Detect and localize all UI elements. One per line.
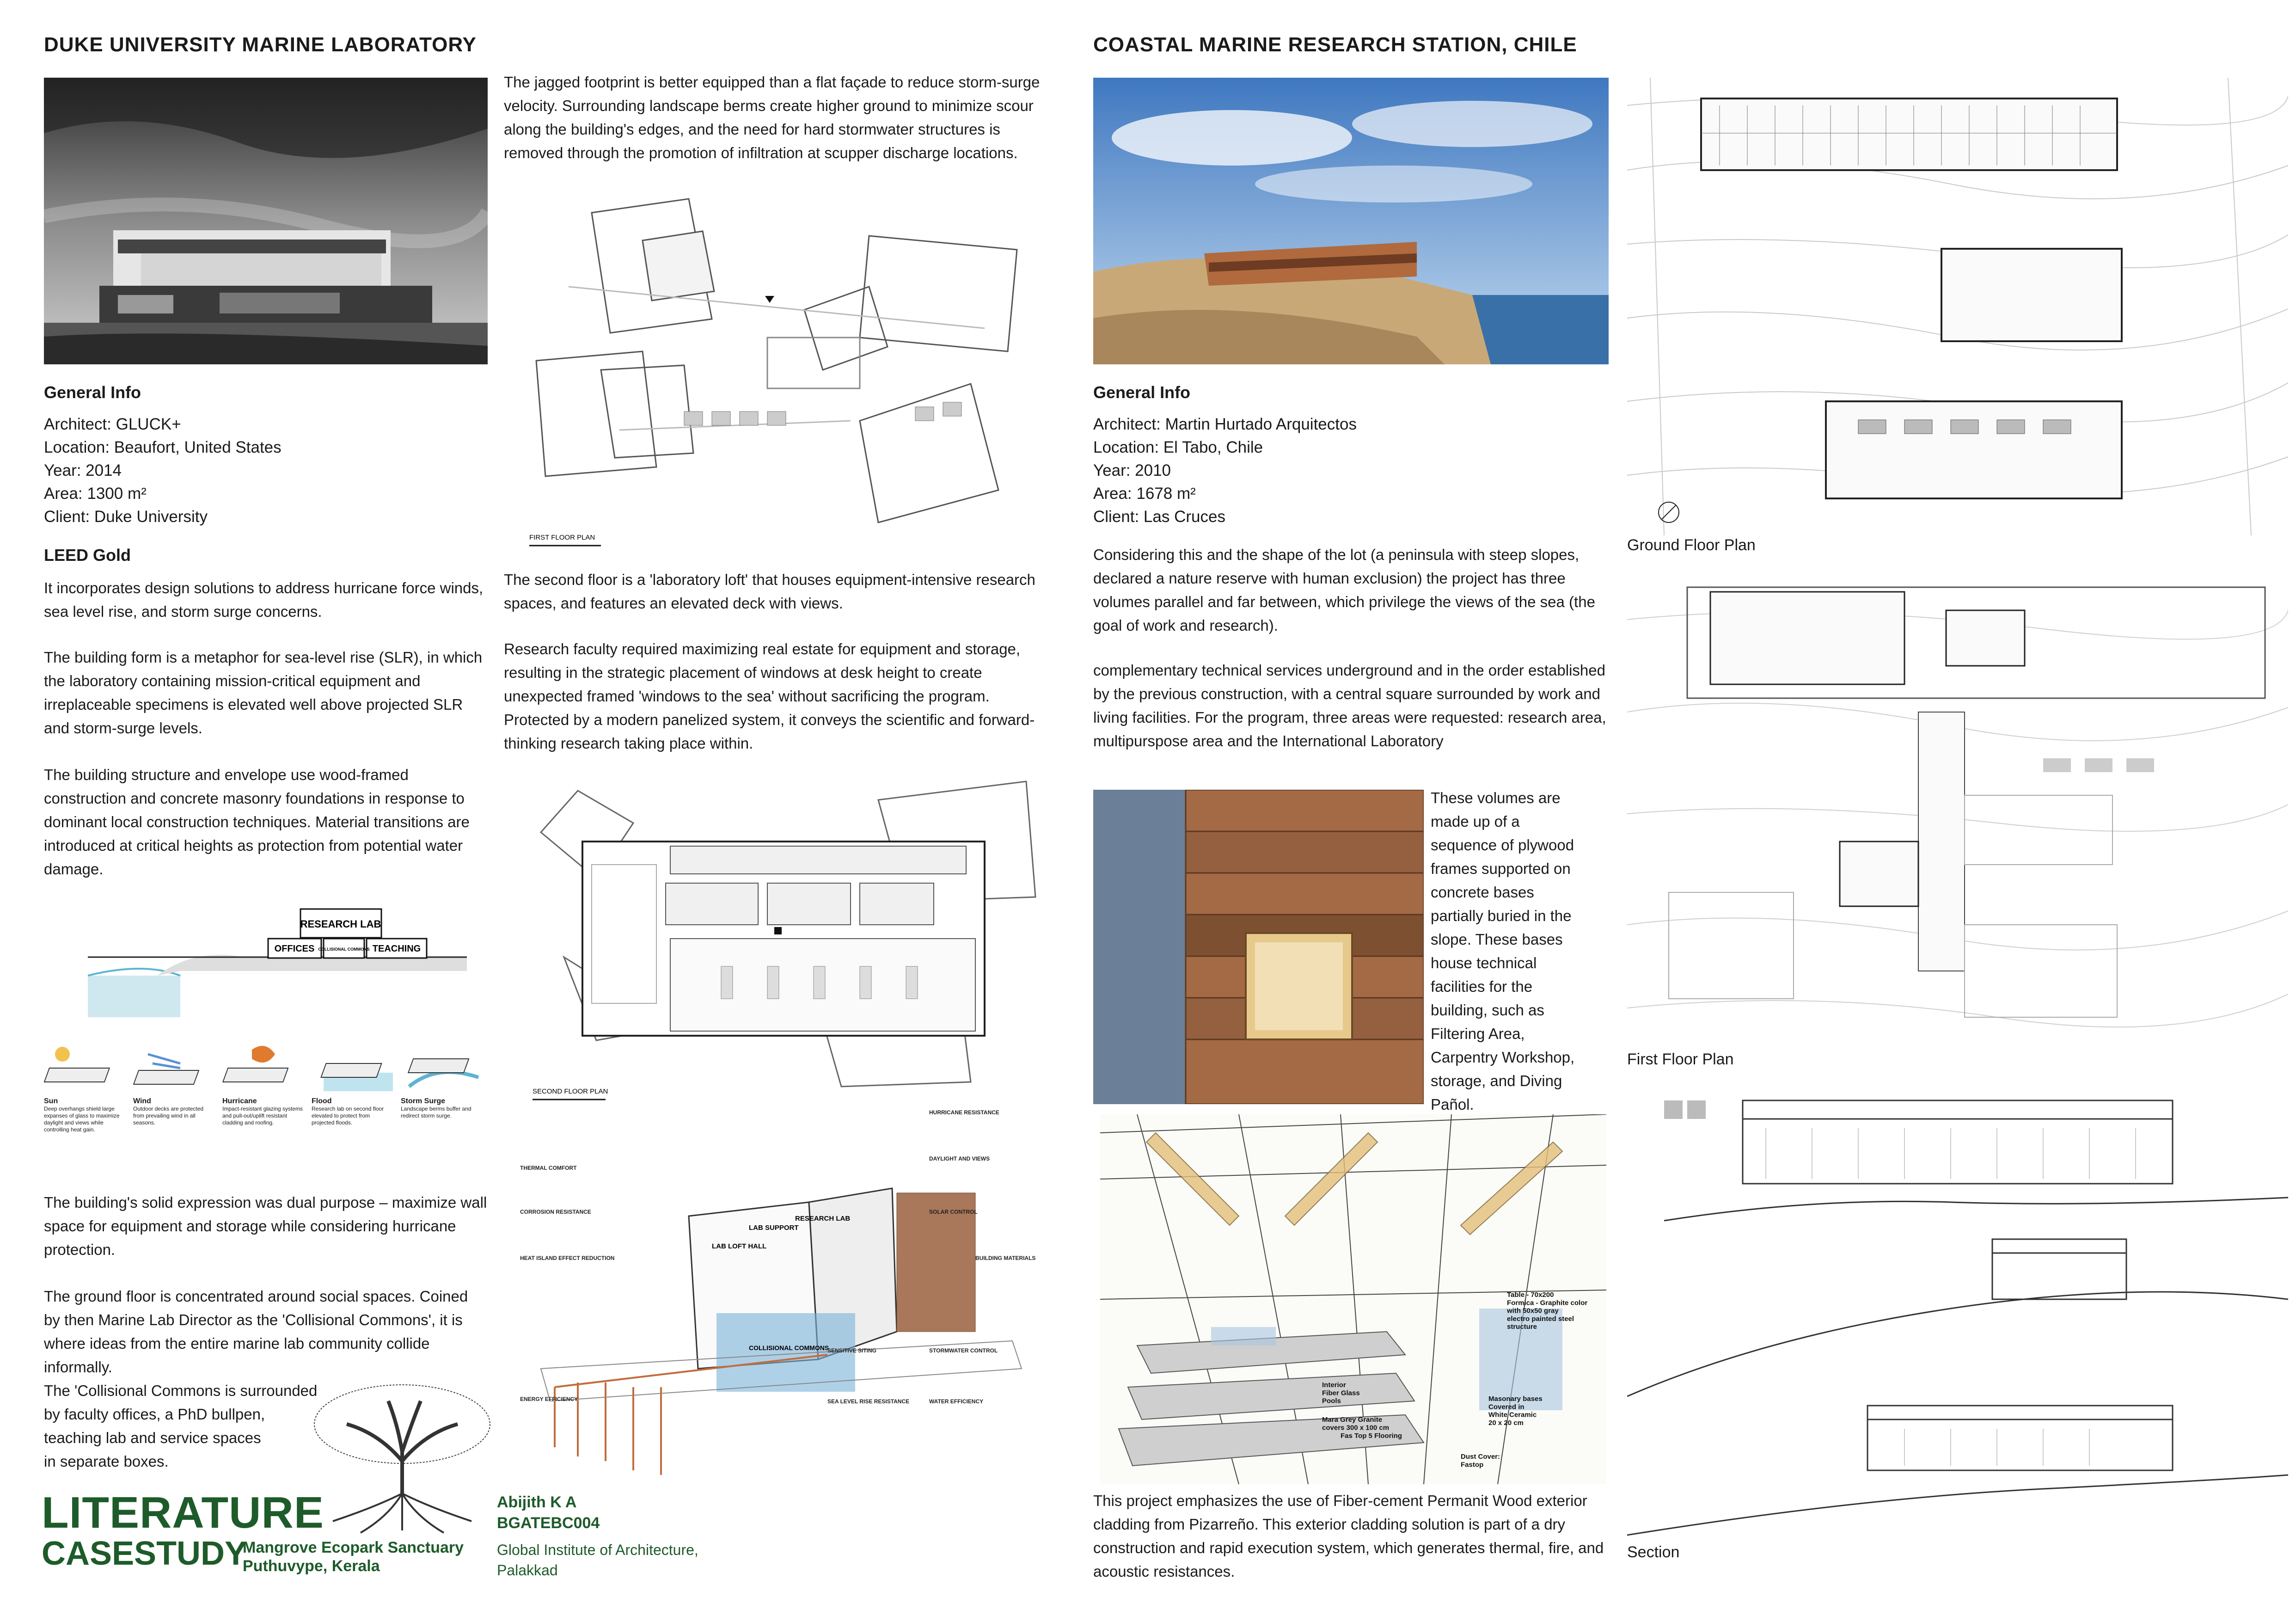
sea-level-section-diagram — [88, 906, 467, 1026]
footer-name: Abijith K A — [497, 1493, 577, 1511]
climate-item-flood: Flood Research lab on second floor elevated to protect from projected floods. — [312, 1097, 384, 1126]
duke-para-3: The building structure and envelope use wood-framed construction and concrete masonry foundations in response to dominant local construction techniques. Material transitions are introduced at critical heights as protection from potential water damage. — [44, 766, 470, 878]
climate-strategy-icons — [44, 1036, 488, 1174]
chile-para-1: Considering this and the shape of the lot (a peninsula with steep slopes, declared a nature reserve with human exclusion) the project has three volumes parallel and far between, which privilege the views of the sea (the goal of work and research). — [1093, 546, 1595, 634]
climate-item-wind: Wind Outdoor decks are protected from prevailing wind in all seasons. — [133, 1097, 204, 1126]
leed-heading: LEED Gold — [44, 546, 131, 565]
section-label-research-lab: RESEARCH LAB — [300, 918, 381, 930]
first-floor-plan-caption: First Floor Plan — [1627, 1051, 1734, 1068]
sketch-note-flooring: Fas Top 5 Flooring — [1341, 1432, 1402, 1440]
mid-para-1: The jagged footprint is better equipped than a flat façade to reduce storm-surge velocity. Surrounding landscape berms create higher ground to minimize scour along the building's edges, and the need for hard stormwater structures is removed through the promotion of infiltration at scupper discharge locations. — [504, 74, 1040, 161]
chile-cladding-photo — [1093, 790, 1424, 1104]
axo-note-daylight: DAYLIGHT AND VIEWS — [929, 1155, 990, 1162]
duke-info-area: Area: 1300 m² — [44, 485, 147, 503]
duke-title: DUKE UNIVERSITY MARINE LABORATORY — [44, 33, 477, 56]
chile-sections — [1627, 1091, 2288, 1544]
section-label-offices: OFFICES — [274, 944, 315, 954]
chile-info-client: Client: Las Cruces — [1093, 508, 1225, 526]
chile-info-area: Area: 1678 m² — [1093, 485, 1196, 503]
tree-illustration — [305, 1382, 499, 1535]
chile-ground-floor-plan — [1627, 78, 2288, 535]
chile-para-4: This project emphasizes the use of Fiber-cement Permanit Wood exterior cladding from Pizarreño. This exterior cladding solution is part of a dry construction and rapid execution system, which generates thermal, fire, and acoustic resistances. — [1093, 1492, 1604, 1580]
sketch-note-table: Table - 70x200 Formica - Graphite color with 50x50 gray electro painted steel structure — [1507, 1291, 1588, 1331]
axo-note-hurricane-resistance: HURRICANE RESISTANCE — [929, 1109, 999, 1116]
section-label-teaching: TEACHING — [372, 944, 421, 954]
duke-info-architect: Architect: GLUCK+ — [44, 415, 181, 433]
sketch-note-dust: Dust Cover: Fastop — [1461, 1453, 1500, 1469]
chile-para-2: complementary technical services underground and in the order established by the previous construction, with a central square surrounded by work and living facilities. For the program, three areas were requested: research area, multipurspose area and the International Laboratory — [1093, 662, 1606, 750]
first-floor-plan-label: FIRST FLOOR PLAN — [529, 534, 595, 541]
axo-label-collisional: COLLISIONAL COMMONS — [749, 1344, 829, 1352]
duke-info-year: Year: 2014 — [44, 461, 122, 479]
duke-general-info-heading: General Info — [44, 383, 141, 402]
chile-interior-sketch — [1100, 1114, 1606, 1484]
axo-note-heat-island: HEAT ISLAND EFFECT REDUCTION — [520, 1255, 615, 1261]
section-label-collisional: COLLISIONAL COMMONS — [318, 947, 370, 952]
sketch-note-interior: Interior Fiber Glass Pools — [1322, 1381, 1360, 1405]
climate-item-hurricane: Hurricane Impact-resistant glazing systems and pull-out/uplift resistant cladding and roofing. — [222, 1097, 303, 1126]
footer-literature: LITERATURE — [42, 1488, 324, 1537]
chile-title: COASTAL MARINE RESEARCH STATION, CHILE — [1093, 33, 1577, 56]
axo-label-lab-support: LAB SUPPORT — [749, 1224, 799, 1232]
chile-first-floor-plan — [1627, 573, 2288, 1040]
chile-info-year: Year: 2010 — [1093, 461, 1171, 479]
axo-note-water-efficiency: WATER EFFICIENCY — [929, 1398, 984, 1405]
axo-note-corrosion: CORROSION RESISTANCE — [520, 1209, 591, 1215]
footer-casestudy: CASESTUDY — [42, 1535, 247, 1572]
footer-id: BGATEBC004 — [497, 1514, 600, 1532]
axo-note-stormwater: STORMWATER CONTROL — [929, 1347, 998, 1354]
duke-info-client: Client: Duke University — [44, 508, 208, 526]
axo-note-solar-control: SOLAR CONTROL — [929, 1209, 978, 1215]
chile-info-list — [1093, 413, 1357, 528]
chile-info-location: Location: El Tabo, Chile — [1093, 438, 1263, 456]
duke-para-1: It incorporates design solutions to address hurricane force winds, sea level rise, and storm surge concerns. — [44, 579, 484, 620]
axo-note-energy-efficiency: ENERGY EFFICIENCY — [520, 1396, 578, 1402]
sketch-note-masonry: Masonary bases Covered in White Ceramic 20 x 20 cm — [1488, 1395, 1543, 1427]
climate-item-sun: Sun Deep overhangs shield large expanses of glass to maximize daylight and views while controlling heat gain. — [44, 1097, 120, 1133]
chile-general-info-heading: General Info — [1093, 383, 1191, 402]
section-caption: Section — [1627, 1543, 1680, 1561]
axo-note-sea-level-rise: SEA LEVEL RISE RESISTANCE — [827, 1398, 910, 1405]
mid-para-3: Research faculty required maximizing real estate for equipment and storage, resulting in the strategic placement of windows at desk height to create unexpected framed 'windows to the sea' without sacrificing the program. Protected by a modern panelized system, it conveys the scientific and forward-thinking research taking place within. — [504, 640, 1035, 752]
axo-note-thermal-comfort: THERMAL COMFORT — [520, 1165, 577, 1171]
chile-building-photo — [1093, 78, 1609, 364]
duke-info-list — [44, 413, 282, 528]
footer-institute: Global Institute of Architecture, Palakkad — [497, 1542, 698, 1579]
mid-para-2: The second floor is a 'laboratory loft' that houses equipment-intensive research spaces, and features an elevated deck with views. — [504, 571, 1035, 612]
duke-info-location: Location: Beaufort, United States — [44, 438, 282, 456]
footer-project: Mangrove Ecopark Sanctuary — [243, 1539, 464, 1556]
duke-para-4: The building's solid expression was dual purpose – maximize wall space for equipment and storage while considering hurricane protection. — [44, 1194, 487, 1258]
chile-info-architect: Architect: Martin Hurtado Arquitectos — [1093, 415, 1357, 433]
duke-first-floor-plan — [508, 171, 1054, 569]
footer-location: Puthuvype, Kerala — [243, 1557, 380, 1575]
axo-note-sensitive-siting: SENSITIVE SITING — [827, 1347, 877, 1354]
chile-para-3: These volumes are made up of a sequence of plywood frames supported on concrete bases partially buried in the slope. These bases house technical facilities for the building, such as Filtering Area, Carpentry Workshop, storage, and Diving Pañol. — [1431, 789, 1575, 1113]
second-floor-plan-label: SECOND FLOOR PLAN — [533, 1087, 608, 1095]
duke-second-floor-plan — [527, 763, 1045, 1100]
axo-note-building-materials: BUILDING MATERIALS — [975, 1255, 1036, 1261]
duke-para-5: The ground floor is concentrated around social spaces. Coined by then Marine Lab Director as the 'Collisional Commons', it is where ideas from the entire marine lab community collide informally. The 'Collisional Commons is surrounded by faculty offices, a PhD bullpen, teaching lab and service spaces in separate boxes. — [44, 1288, 468, 1470]
sketch-note-granite: Mara Grey Granite covers 300 x 100 cm — [1322, 1416, 1390, 1432]
axo-label-lab-loft: LAB LOFT HALL — [712, 1242, 767, 1250]
climate-item-storm-surge: Storm Surge Landscape berms buffer and redirect storm surge. — [401, 1097, 471, 1119]
ground-floor-plan-caption: Ground Floor Plan — [1627, 536, 1756, 554]
duke-para-2: The building form is a metaphor for sea-level rise (SLR), in which the laboratory containing mission-critical equipment and irreplaceable specimens is elevated well above projected SLR and storm-surge levels. — [44, 649, 483, 737]
axo-label-research-lab: RESEARCH LAB — [795, 1215, 851, 1223]
duke-building-photo — [44, 78, 488, 364]
duke-axonometric-diagram — [513, 1082, 1059, 1498]
